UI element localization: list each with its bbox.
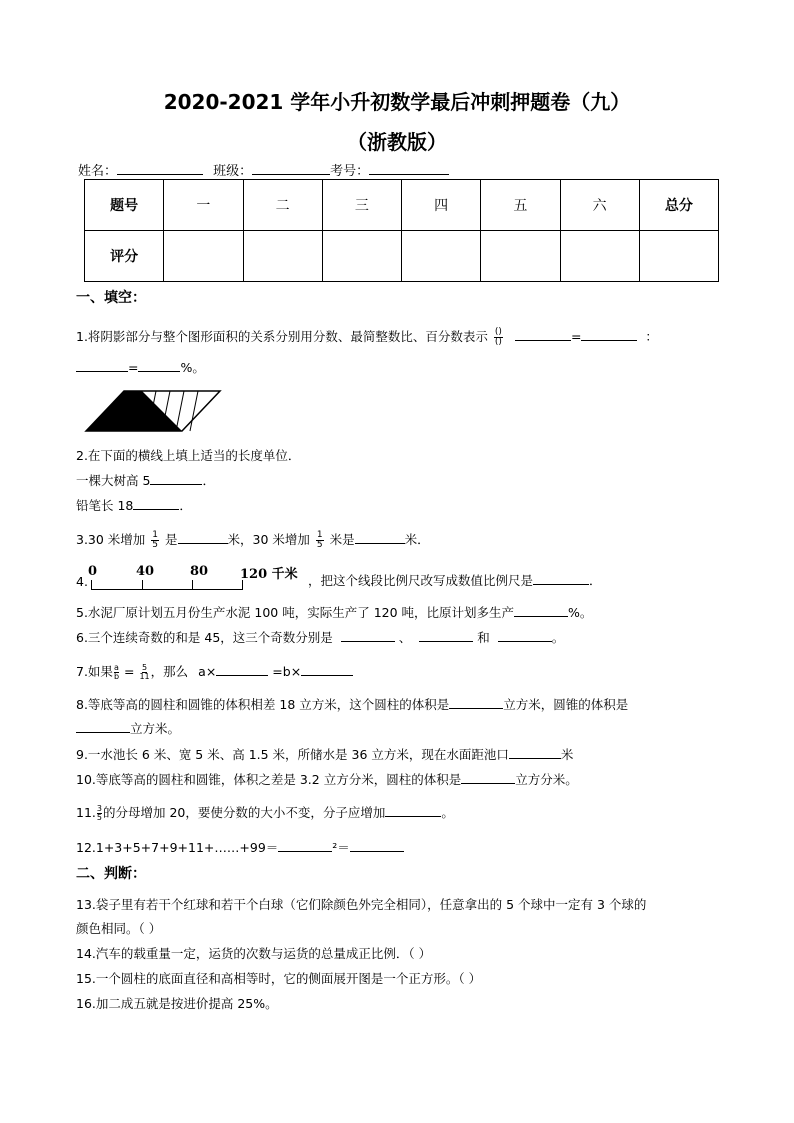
question-text: 12.1+3+5+7+9+11+……+99＝ xyxy=(76,840,279,855)
question-text: 铅笔长 18 xyxy=(76,498,134,513)
answer-blank[interactable] xyxy=(278,840,332,852)
question-16: 16.加二成五就是按进价提高 25%。 xyxy=(76,996,278,1011)
question-6 xyxy=(76,630,564,646)
answer-blank[interactable] xyxy=(461,772,515,784)
scale-tick-label: 0 xyxy=(88,564,98,579)
scale-tick xyxy=(91,580,92,589)
question-text: 米，30 米增加 xyxy=(227,532,310,547)
question-8 xyxy=(76,697,628,713)
question-12 xyxy=(76,840,404,856)
answer-blank[interactable] xyxy=(301,664,353,676)
header-cell: 三 xyxy=(322,180,401,231)
header-cell: 二 xyxy=(243,180,322,231)
header-cell: 六 xyxy=(560,180,639,231)
answer-blank[interactable] xyxy=(355,532,405,544)
question-11 xyxy=(76,805,454,822)
score-table-header-row xyxy=(85,180,719,231)
header-cell: 题号 xyxy=(85,180,164,231)
answer-blank[interactable] xyxy=(76,360,128,372)
answer-blank[interactable] xyxy=(515,329,571,341)
name-blank[interactable] xyxy=(117,163,203,175)
score-cell[interactable] xyxy=(164,231,243,282)
question-15: 15.一个圆柱的底面直径和高相等时，它的侧面展开图是一个正方形。（ ） xyxy=(76,971,482,986)
question-2: 2.在下面的横线上填上适当的长度单位． xyxy=(76,448,301,463)
period: 。 xyxy=(551,630,565,645)
question-text: 10.等底等高的圆柱和圆锥，体积之差是 3.2 立方分米，圆柱的体积是 xyxy=(76,772,462,787)
answer-blank[interactable] xyxy=(178,532,228,544)
separator: 和 xyxy=(477,630,490,645)
period: ． xyxy=(589,573,602,588)
answer-blank[interactable] xyxy=(138,360,180,372)
unit: 米 xyxy=(560,747,574,762)
question-5 xyxy=(76,605,592,621)
period: ． xyxy=(202,473,215,488)
equals-sign: = xyxy=(570,329,582,344)
question-text: 米． xyxy=(404,532,430,547)
answer-blank[interactable] xyxy=(498,630,552,642)
answer-blank[interactable] xyxy=(449,697,503,709)
question-10 xyxy=(76,772,578,788)
class-blank[interactable] xyxy=(252,163,330,175)
scale-tick-label: 80 xyxy=(190,564,209,579)
header-cell: 总分 xyxy=(639,180,718,231)
scale-line xyxy=(91,589,243,590)
scale-tick-label: 40 xyxy=(136,564,155,579)
section-heading-fill: 一、填空： xyxy=(76,290,146,306)
score-cell[interactable] xyxy=(560,231,639,282)
shaded-region xyxy=(86,391,182,431)
question-text: 8.等底等高的圆柱和圆锥的体积相差 18 立方米，这个圆柱的体积是 xyxy=(76,697,450,712)
question-2a xyxy=(76,473,215,489)
question-text: 立方米。 xyxy=(130,721,181,736)
question-text: 7.如果 xyxy=(76,664,113,679)
question-text: 5.水泥厂原计划五月份生产水泥 100 吨，实际生产了 120 吨，比原计划多生产 xyxy=(76,605,515,620)
question-text: 1.将阴影部分与整个图形面积的关系分别用分数、最简整数比、百分数表示 xyxy=(76,329,488,344)
question-text: 9.一水池长 6 米、宽 5 米、高 1.5 米，所储水是 36 立方米，现在水面距池口 xyxy=(76,747,509,762)
answer-blank[interactable] xyxy=(341,630,395,642)
student-info xyxy=(78,160,449,179)
question-text: ²＝ xyxy=(332,840,350,855)
fraction: $\frac{3}{5}$ xyxy=(96,804,102,822)
shaded-parallelogram-figure xyxy=(84,387,224,435)
answer-blank[interactable] xyxy=(150,473,202,485)
question-13: 13.袋子里有若干个红球和若干个白球（它们除颜色外完全相同），任意拿出的 5 个球中一定有 3 个球的 xyxy=(76,897,647,912)
question-1-cont xyxy=(76,360,205,376)
question-8-cont xyxy=(76,721,180,737)
score-cell[interactable] xyxy=(639,231,718,282)
answer-blank[interactable] xyxy=(419,630,473,642)
answer-blank[interactable] xyxy=(509,747,561,759)
line-segment-scale xyxy=(88,564,318,596)
name-label: 姓名： xyxy=(78,164,118,179)
question-text: 一棵大树高 5 xyxy=(76,473,151,488)
page-subtitle: （浙教版） xyxy=(347,130,447,154)
question-9 xyxy=(76,747,573,763)
question-3 xyxy=(76,531,430,550)
exam-no-label: 考号： xyxy=(330,164,370,179)
class-label: 班级： xyxy=(213,164,253,179)
question-1 xyxy=(76,328,658,347)
percent-sign: %。 xyxy=(180,360,205,375)
fraction: $\frac{1}{5}$ xyxy=(316,530,323,550)
score-table-score-row xyxy=(85,231,719,282)
period: ． xyxy=(179,498,192,513)
section-heading-judge: 二、判断： xyxy=(76,866,146,882)
percent-sign: %。 xyxy=(568,605,593,620)
question-text: 米是 xyxy=(329,532,355,547)
question-text: 的分母增加 20，要使分数的大小不变，分子应增加 xyxy=(102,805,386,820)
question-14: 14.汽车的载重量一定，运货的次数与运货的总量成正比例．（ ） xyxy=(76,946,432,961)
score-table xyxy=(84,179,719,282)
answer-blank[interactable] xyxy=(533,573,589,585)
unit: 立方分米。 xyxy=(515,772,578,787)
fraction: $\frac{a}{b}$ xyxy=(113,663,120,681)
question-7 xyxy=(76,664,353,681)
question-13-cont: 颜色相同。（ ） xyxy=(76,921,162,936)
scale-tick xyxy=(142,580,143,589)
scale-tick xyxy=(242,580,243,589)
question-4 xyxy=(308,573,602,589)
score-cell[interactable] xyxy=(243,231,322,282)
answer-blank[interactable] xyxy=(514,605,568,617)
period: 。 xyxy=(441,805,454,820)
question-text: ，那么 xyxy=(150,664,189,679)
answer-blank[interactable] xyxy=(581,329,637,341)
question-text: 立方米，圆锥的体积是 xyxy=(503,697,629,712)
answer-blank[interactable] xyxy=(350,840,404,852)
separator: 、 xyxy=(398,630,412,645)
answer-blank[interactable] xyxy=(385,805,441,817)
answer-blank[interactable] xyxy=(216,664,268,676)
question-text: a× xyxy=(198,664,217,679)
question-text: 11. xyxy=(76,805,96,820)
score-cell[interactable] xyxy=(481,231,560,282)
scale-end-label: 120 千米 xyxy=(240,567,298,582)
page-title: 2020-2021 学年小升初数学最后冲刺押题卷（九） xyxy=(163,90,631,114)
answer-blank[interactable] xyxy=(76,721,130,733)
question-text: ，把这个线段比例尺改写成数值比例尺是 xyxy=(308,573,534,588)
question-4-number: 4. xyxy=(76,574,88,589)
header-cell: 一 xyxy=(164,180,243,231)
exam-no-blank[interactable] xyxy=(369,163,449,175)
score-cell[interactable] xyxy=(402,231,481,282)
question-2b xyxy=(76,498,192,514)
question-text: 3.30 米增加 xyxy=(76,532,146,547)
row-label: 评分 xyxy=(85,231,164,282)
header-cell: 四 xyxy=(402,180,481,231)
fraction: $\frac{1}{5}$ xyxy=(152,530,159,550)
equals-sign: = xyxy=(128,360,139,375)
question-text: 6.三个连续奇数的和是 45，这三个奇数分别是 xyxy=(76,630,333,645)
colon-sign: ： xyxy=(645,329,658,344)
header-cell: 五 xyxy=(481,180,560,231)
scale-tick xyxy=(192,580,193,589)
fraction: $\frac{()}{()}$ xyxy=(494,327,502,347)
question-text: 是 xyxy=(165,532,178,547)
answer-blank[interactable] xyxy=(133,498,179,510)
score-cell[interactable] xyxy=(322,231,401,282)
question-text: =b× xyxy=(272,664,302,679)
fraction: $\frac{5}{11}$ xyxy=(139,663,150,681)
equals-sign: = xyxy=(124,664,135,679)
